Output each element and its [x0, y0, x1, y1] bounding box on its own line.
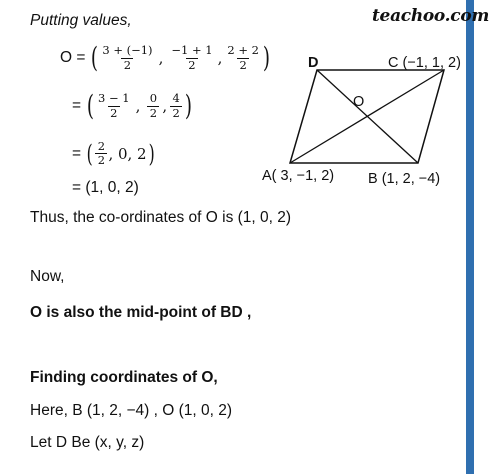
equation-3: = ( $\frac{2}{2}$ , 0, 2 )	[72, 139, 155, 168]
eq3-lhs: =	[72, 144, 82, 162]
brand-logo: teachoo.com	[372, 6, 489, 26]
heading-putting-values: Putting values,	[30, 12, 132, 29]
eq1-fraction-y: $\frac{-1 + 1}{2}$	[171, 43, 213, 72]
line-midpoint: O is also the mid-point of BD ,	[30, 304, 252, 321]
eq2-fraction-y: $\frac{0}{2}$	[147, 92, 159, 119]
equation-1: O = ( $\frac{3 + (-1)}{2}$ , $\frac{-1 + 1}{2}$ , $\frac{2 + 2}{2}$ )	[60, 41, 270, 74]
equation-2: = ( $\frac{3 - 1}{2}$ , $\frac{0}{2}$ , $\frac{4}{2}$ )	[72, 89, 193, 122]
vertex-label-B: B (1, 2, −4)	[368, 171, 441, 187]
eq2-fraction-z: $\frac{4}{2}$	[170, 92, 182, 119]
edge-accent-bar	[466, 0, 474, 474]
vertex-label-D: D	[308, 55, 319, 71]
line-finding: Finding coordinates of O,	[30, 369, 218, 386]
line-let: Let D Be (x, y, z)	[30, 434, 145, 451]
vertex-label-A: A( 3, −1, 2)	[262, 168, 335, 184]
close-paren: )	[262, 41, 270, 74]
eq2-lhs: =	[72, 97, 82, 115]
line-thus: Thus, the co-ordinates of O is (1, 0, 2)	[30, 209, 292, 226]
vertex-label-C: C (−1, 1, 2)	[388, 55, 461, 71]
eq2-fraction-x: $\frac{3 - 1}{2}$	[98, 91, 130, 120]
eq1-lhs: O =	[60, 49, 86, 67]
line-now: Now,	[30, 268, 65, 285]
eq3-fraction-x: $\frac{2}{2}$	[95, 140, 107, 167]
equation-4: = (1, 0, 2)	[72, 179, 139, 196]
eq1-fraction-z: $\frac{2 + 2}{2}$	[227, 43, 259, 72]
eq1-fraction-x: $\frac{3 + (-1)}{2}$	[102, 43, 153, 72]
open-paren: (	[91, 41, 99, 74]
eq3-rest: , 0, 2	[108, 144, 147, 163]
center-label-O: O	[353, 94, 365, 110]
line-here: Here, B (1, 2, −4) , O (1, 0, 2)	[30, 402, 233, 419]
